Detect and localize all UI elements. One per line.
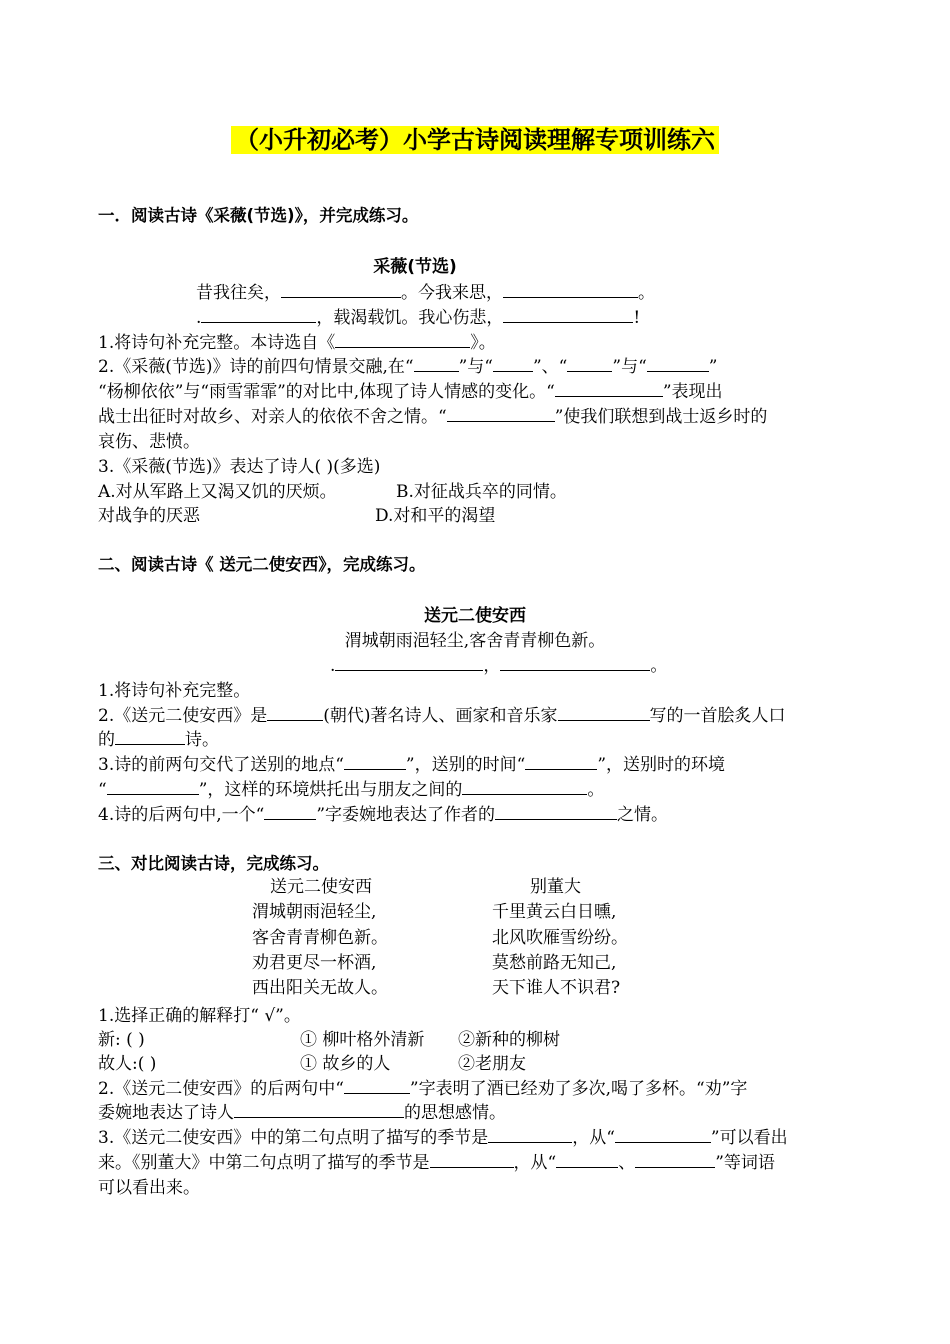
question: 2.《送元二使安西》的后两句中“ ”字表明了酒已经劝了多次,喝了多杯。“劝”字 <box>98 1079 748 1099</box>
blank[interactable] <box>525 753 597 770</box>
blank[interactable] <box>234 1101 404 1118</box>
question: 3.诗的前两句交代了送别的地点“ ”，送别的时间“ ”，送别时的环境 <box>98 755 726 775</box>
question: “ ”，这样的环境烘托出与朋友之间的 。 <box>98 780 605 800</box>
question: 1.将诗句补充完整。本诗选自《 》。 <box>98 333 496 353</box>
option-d: D.对和平的渴望 <box>375 506 496 526</box>
choice-row: 故人:( ) <box>98 1054 157 1074</box>
blank[interactable] <box>503 306 633 323</box>
page-title: （小升初必考）小学古诗阅读理解专项训练六 <box>0 120 950 155</box>
question: 可以看出来。 <box>98 1178 200 1198</box>
blank[interactable] <box>558 704 650 721</box>
question: “杨柳依依”与“雨雪霏霏”的对比中,体现了诗人情感的变化。“ ”表现出 <box>98 382 723 402</box>
poem-line: . ，载渴载饥。我心伤悲， ! <box>196 308 641 328</box>
poem-line: 客舍青青柳色新。 <box>252 927 388 948</box>
choice[interactable]: ① 故乡的人 <box>300 1054 391 1074</box>
blank[interactable] <box>335 654 483 671</box>
question: 的 诗。 <box>98 730 219 750</box>
poem-line: 昔我往矣， 。今我来思， 。 <box>196 283 655 303</box>
blank[interactable] <box>115 728 185 745</box>
blank[interactable] <box>335 331 470 348</box>
option-c: 对战争的厌恶 <box>98 506 200 526</box>
blank[interactable] <box>267 704 323 721</box>
poem-line: 西出阳关无故人。 <box>252 978 388 999</box>
option-b: B.对征战兵卒的同情。 <box>396 482 567 502</box>
blank[interactable] <box>344 753 406 770</box>
blank[interactable] <box>503 281 638 298</box>
choice[interactable]: ① 柳叶格外清新 <box>300 1030 425 1050</box>
poem-line: 劝君更尽一杯酒, <box>252 952 377 973</box>
blank[interactable] <box>555 380 663 397</box>
question: 1.选择正确的解释打“ √”。 <box>98 1006 301 1026</box>
question: 4.诗的后两句中,一个“ ”字委婉地表达了作者的 之情。 <box>98 805 669 825</box>
poem-line: 渭城朝雨浥轻尘, <box>252 902 377 923</box>
poem-line: . ， 。 <box>330 656 668 676</box>
question: 战士出征时对故乡、对亲人的依依不舍之情。“ ”使我们联想到战士返乡时的 <box>98 407 768 427</box>
blank[interactable] <box>635 1151 715 1168</box>
poem-title: 送元二使安西 <box>270 877 372 897</box>
blank[interactable] <box>107 778 199 795</box>
blank[interactable] <box>615 1126 711 1143</box>
poem-line: 千里黄云白日曛, <box>492 902 617 923</box>
poem-title: 别董大 <box>530 877 581 897</box>
question: 来。《别董大》中第二句点明了描写的季节是 ，从“ 、 ”等词语 <box>98 1153 775 1173</box>
poem-line: 莫愁前路无知己, <box>492 952 617 973</box>
option-a: A.对从军路上又渴又饥的厌烦。 <box>98 482 337 502</box>
question: 3.《采薇(节选)》表达了诗人( )(多选) <box>98 457 381 477</box>
blank[interactable] <box>488 1126 572 1143</box>
blank[interactable] <box>430 1151 514 1168</box>
poem-line: 渭城朝雨浥轻尘,客舍青青柳色新。 <box>344 631 606 651</box>
question: 2.《送元二使安西》是 (朝代)著名诗人、画家和音乐家 写的一首脍炙人口 <box>98 706 786 726</box>
question: 1.将诗句补充完整。 <box>98 681 251 701</box>
blank[interactable] <box>462 778 587 795</box>
section-2-heading: 二、阅读古诗《 送元二使安西》，完成练习。 <box>98 555 426 574</box>
blank[interactable] <box>281 281 401 298</box>
poem-line: 北风吹雁雪纷纷。 <box>492 927 628 948</box>
blank[interactable] <box>447 405 555 422</box>
blank[interactable] <box>647 355 709 372</box>
choice-row: 新: ( ) <box>98 1030 145 1050</box>
blank[interactable] <box>500 654 650 671</box>
poem-biedongda <box>492 875 628 1001</box>
blank[interactable] <box>567 355 612 372</box>
blank[interactable] <box>414 355 459 372</box>
question: 委婉地表达了诗人 的思想感情。 <box>98 1103 506 1123</box>
blank[interactable] <box>264 803 316 820</box>
section-3-heading: 三、对比阅读古诗，完成练习。 <box>98 854 329 873</box>
blank[interactable] <box>495 803 617 820</box>
blank[interactable] <box>344 1077 410 1094</box>
choice[interactable]: ②老朋友 <box>458 1054 526 1074</box>
question: 哀伤、悲愤。 <box>98 432 200 452</box>
poem-line: 天下谁人不识君? <box>492 978 621 999</box>
choice[interactable]: ②新种的柳树 <box>458 1030 560 1050</box>
poem-title-caiwei: 采薇(节选) <box>373 257 457 277</box>
section-1-heading: 一．阅读古诗《采薇(节选)》，并完成练习。 <box>98 206 419 225</box>
poem-title-songyuaner: 送元二使安西 <box>424 606 526 626</box>
question: 3.《送元二使安西》中的第二句点明了描写的季节是 ，从“ ”可以看出 <box>98 1128 788 1148</box>
blank[interactable] <box>556 1151 618 1168</box>
poem-songyuaner <box>252 875 388 1001</box>
blank[interactable] <box>201 306 316 323</box>
question: 2.《采薇(节选)》诗的前四句情景交融,在“ ”与“ ”、“ ”与“ ” <box>98 357 718 377</box>
blank[interactable] <box>493 355 533 372</box>
